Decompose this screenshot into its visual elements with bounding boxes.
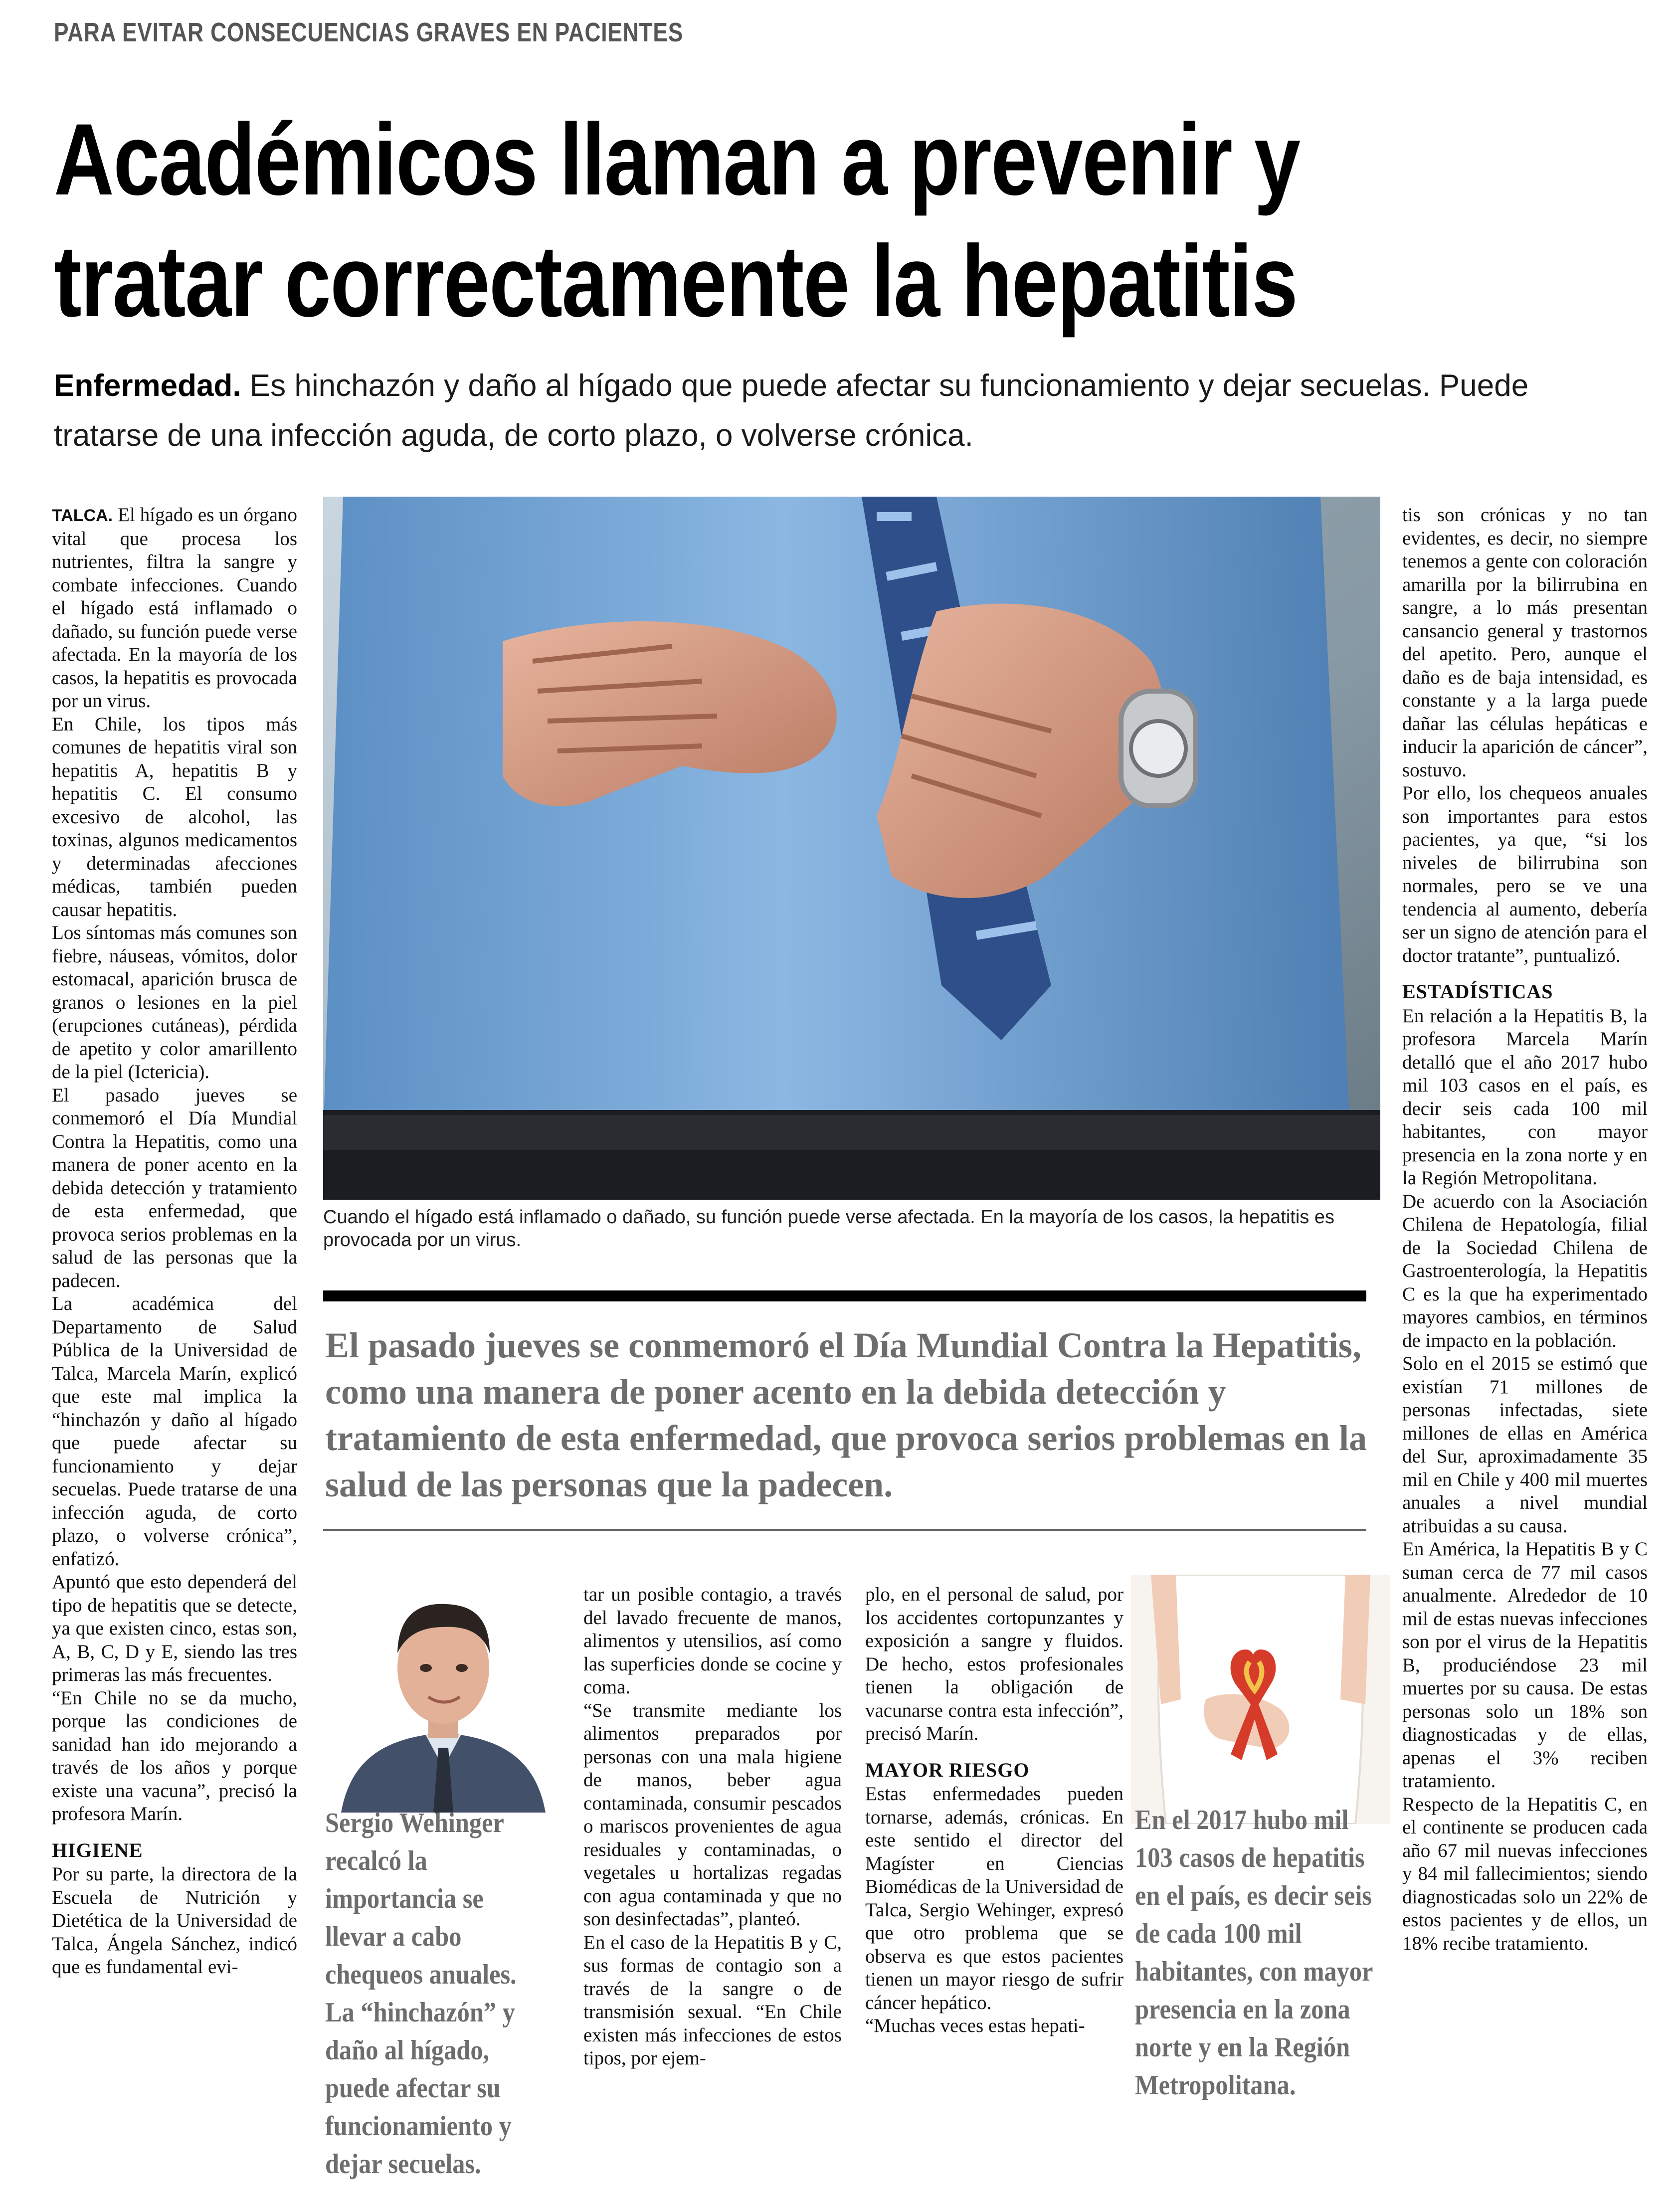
body-paragraph: tis son crónicas y no tan evidentes, es decir, no siempre tenemos a gente con coloración amarilla por la bilirrubina en sangre, a lo más presentan cansancio general y trastornos del apetito. Pero, aunque el daño es de baja intensidad, es constante y a la larga puede dañar las células hepáticas e inducir la aparición de cáncer”, sostuvo. (1402, 504, 1648, 781)
main-photo-illustration (323, 497, 1380, 1200)
woman-ribbon-illustration (1131, 1575, 1390, 1824)
body-paragraph: “Se transmite mediante los alimentos preparados por personas con una mala higiene de manos, beber agua contaminada, consumir pescados o mariscos provenientes de agua residuales y contaminadas, o vegetales u hortalizas regadas con agua contaminada y que no son desinfectadas”, planteó. (583, 1699, 842, 1930)
body-paragraph: El pasado jueves se conmemoró el Día Mundial Contra la Hepatitis, como una manera de poner acento en la debida detección y tratamiento de esta enfermedad, que provoca serios problemas en la salud de las personas que la padecen. (52, 1084, 297, 1291)
photo-woman-ribbon (1131, 1575, 1390, 1824)
body-paragraph: La académica del Departamento de Salud Pública de la Universidad de Talca, Marcela Marín, explicó que este mal implica la “hinchazón y daño al hígado que puede afectar su funcionamiento y dejar secuelas. Puede tratarse de una infección aguda, de corto plazo, o volverse crónica”, enfatizó. (52, 1293, 297, 1570)
body-paragraph: TALCA. El hígado es un órgano vital que procesa los nutrientes, filtra la sangre y combate infecciones. Cuando el hígado está inflamado o dañado, su función puede verse afectada. En la mayoría de los casos, la hepatitis es provocada por un virus. (52, 504, 297, 712)
pull-quote-bottom-rule (323, 1529, 1366, 1531)
body-paragraph: En América, la Hepatitis B y C suman cerca de 77 mil casos anualmente. Alrededor de 10 mil de estas nuevas infecciones son por el virus de la Hepatitis B, produciéndose 23 mil muertes por su causa. De estas personas solo un 18% son diagnosticadas y de ellas, apenas el 3% reciben tratamiento. (1402, 1538, 1648, 1792)
body-column-left (52, 504, 297, 1979)
body-paragraph: Apuntó que esto dependerá del tipo de hepatitis que se detecte, ya que existen cinco, estas son, A, B, C, D y E, siendo las tres primeras las más frecuentes. (52, 1571, 297, 1685)
body-paragraph: Estas enfermedades pueden tornarse, además, crónicas. En este sentido el director del Magíster en Ciencias Biomédicas de la Universidad de Talca, Sergio Wehinger, expresó que otro problema que se observa es que estos pacientes tienen un mayor riesgo de sufrir cáncer hepático. (865, 1783, 1123, 2013)
portrait-illustration (331, 1568, 556, 1813)
body-paragraph: En el caso de la Hepatitis B y C, sus formas de contagio son a través de la sangre o de transmisión sexual. “En Chile existen más infecciones de estos tipos, por ejem- (583, 1931, 842, 2069)
headline-line-1: Académicos llaman a prevenir y (54, 103, 1300, 216)
body-paragraph: “En Chile no se da mucho, porque las condiciones de sanidad han ido mejorando a través de los años y porque existe una vacuna”, precisó la profesora Marín. (52, 1687, 297, 1825)
body-paragraph: De acuerdo con la Asociación Chilena de Hepatología, filial de la Sociedad Chilena de Gastroenterología, la Hepatitis C es la que ha experimentado mayores cambios, en términos de impacto en la población. (1402, 1190, 1648, 1351)
dateline: TALCA. (52, 506, 113, 525)
body-paragraph: Los síntomas más comunes son fiebre, náuseas, vómitos, dolor estomacal, aparición brusca de granos o lesiones en la piel (erupciones cutáneas), pérdida de apetito y color amarillento de la piel (Ictericia). (52, 922, 297, 1083)
pull-quote: El pasado jueves se conmemoró el Día Mundial Contra la Hepatitis, como una manera de poner acento en la debida detección y tratamiento de esta enfermedad, que provoca serios problemas en la salud de las personas que la padecen. (325, 1325, 1367, 1504)
body-paragraph: “Muchas veces estas hepati- (865, 2015, 1085, 2036)
subheading-mayor-riesgo: MAYOR RIESGO (865, 1758, 1030, 1781)
body-paragraph: En relación a la Hepatitis B, la profesora Marcela Marín detalló que el año 2017 hubo mil 103 casos en el país, es decir seis cada 100 mil habitantes, con mayor presencia en la zona norte y en la Región Metropolitana. (1402, 1005, 1648, 1189)
subheading-estadisticas: ESTADÍSTICAS (1402, 980, 1553, 1003)
body-paragraph: En Chile, los tipos más comunes de hepatitis viral son hepatitis A, hepatitis B y hepatitis C. El consumo excesivo de alcohol, las toxinas, algunos medicamentos y determinadas afecciones médicas, también pueden causar hepatitis. (52, 713, 297, 920)
body-paragraph: Por ello, los chequeos anuales son importantes para estos pacientes, ya que, “si los niveles de bilirrubina son normales, pero se ve una tendencia al aumento, debería ser un signo de atención para el doctor tratante”, puntualizó. (1402, 782, 1648, 966)
subheading-higiene: HIGIENE (52, 1838, 143, 1861)
deck-label: Enfermedad. (54, 368, 241, 403)
body-column-bottom-1 (583, 1583, 842, 2070)
body-column-right (1402, 504, 1648, 1955)
body-paragraph: Solo en el 2015 se estimó que existían 71 millones de personas infectadas, siete millones de ellas en América del Sur, aproximadamente 35 mil en Chile y 400 mil muertes anuales a nivel mundial atribuidas a su causa. (1402, 1353, 1648, 1537)
deck-text: Es hinchazón y daño al hígado que puede afectar su funcionamiento y dejar secuelas. Puede tratarse de una infección aguda, de corto plazo, o volverse crónica. (54, 368, 1529, 453)
main-photo-caption: Cuando el hígado está inflamado o dañado, su función puede verse afectada. En la mayoría de los casos, la hepatitis es provocada por un virus. (323, 1207, 1334, 1251)
headline-line-2: tratar correctamente la hepatitis (54, 224, 1298, 338)
body-paragraph: plo, en el personal de salud, por los accidentes cortopunzantes y exposición a sangre y fluidos. De hecho, estos profesionales tienen la obligación de vacunarse contra esta infección”, precisó Marín. (865, 1584, 1123, 1744)
article-deck (54, 361, 1625, 461)
portrait-sergio-wehinger (331, 1568, 556, 1813)
statistics-caption: En el 2017 hubo mil 103 casos de hepatitis en el país, es decir seis de cada 100 mil habitantes, con mayor presencia en la zona norte y en la Región Metropolitana. (1135, 1805, 1373, 2101)
main-photo-stomach-pain (323, 497, 1380, 1200)
portrait-caption: Sergio Wehinger recalcó la importancia se llevar a cabo chequeos anuales. La “hinchazón” y daño al hígado, puede afectar su funcionamiento y dejar secuelas. (325, 1808, 517, 2180)
pull-quote-top-rule (323, 1290, 1366, 1301)
body-paragraph: Respecto de la Hepatitis C, en el continente se producen cada año 67 mil nuevas infecciones y 84 mil fallecimientos; siendo diagnosticadas solo un 22% de estos pacientes y de ellos, un 18% recibe tratamiento. (1402, 1793, 1648, 1954)
section-kicker: PARA EVITAR CONSECUENCIAS GRAVES EN PACIENTES (54, 17, 684, 47)
body-paragraph: tar un posible contagio, a través del lavado frecuente de manos, alimentos y utensilios, así como las superficies donde se cocine y coma. (583, 1584, 842, 1698)
body-paragraph: Por su parte, la directora de la Escuela de Nutrición y Dietética de la Universidad de Talca, Ángela Sánchez, indicó que es fundamental evi- (52, 1863, 297, 1978)
body-column-bottom-2 (865, 1583, 1123, 2038)
